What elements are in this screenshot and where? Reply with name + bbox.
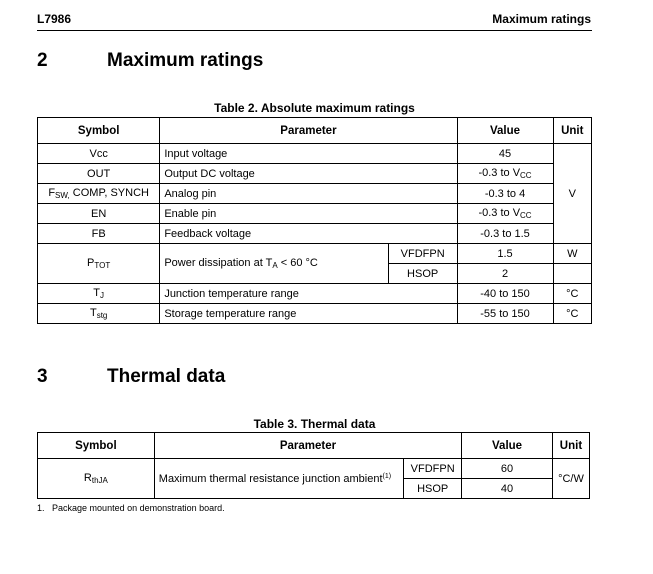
package-cell: VFDFPN bbox=[388, 244, 457, 264]
value-cell: -55 to 150 bbox=[457, 304, 553, 324]
parameter-cell: Storage temperature range bbox=[160, 304, 457, 324]
footnote-ref: (1) bbox=[382, 472, 392, 480]
table-row bbox=[38, 284, 592, 304]
symbol-cell: EN bbox=[38, 204, 160, 224]
parameter-cell: Enable pin bbox=[160, 204, 457, 224]
table-row bbox=[38, 459, 590, 479]
package-cell: HSOP bbox=[388, 264, 457, 284]
value-cell: 45 bbox=[457, 144, 553, 164]
section-2-number: 2 bbox=[37, 50, 48, 71]
table-header-row bbox=[38, 118, 592, 144]
value-cell: -40 to 150 bbox=[457, 284, 553, 304]
header-value: Value bbox=[457, 118, 553, 144]
header-unit: Unit bbox=[552, 433, 589, 459]
symbol-cell: OUT bbox=[38, 164, 160, 184]
table-row bbox=[38, 224, 592, 244]
value-cell: -0.3 to 1.5 bbox=[457, 224, 553, 244]
footnote-number: 1. bbox=[37, 503, 45, 513]
thermal-data-table bbox=[37, 432, 590, 499]
value-cell: -0.3 to $V_{CC}$ bbox=[457, 164, 553, 184]
table-row bbox=[38, 184, 592, 204]
table-header-row bbox=[38, 433, 590, 459]
package-cell: VFDFPN bbox=[404, 459, 462, 479]
table-2-caption: Table 2. Absolute maximum ratings bbox=[214, 101, 415, 115]
absolute-max-ratings-table bbox=[37, 117, 592, 324]
package-cell: HSOP bbox=[404, 479, 462, 499]
table-3-caption: Table 3. Thermal data bbox=[253, 417, 376, 431]
header-parameter: Parameter bbox=[154, 433, 461, 459]
parameter-cell: Input voltage bbox=[160, 144, 457, 164]
parameter-cell: Maximum thermal resistance junction ambient$^{(1)}$ bbox=[154, 459, 403, 499]
symbol-cell: Vcc bbox=[38, 144, 160, 164]
footnote-text: Package mounted on demonstration board. bbox=[52, 503, 225, 513]
section-3-number: 3 bbox=[37, 366, 48, 387]
value-cell: -0.3 to 4 bbox=[457, 184, 553, 204]
table-row bbox=[38, 244, 592, 264]
parameter-cell: Output DC voltage bbox=[160, 164, 457, 184]
value-cell: 2 bbox=[457, 264, 553, 284]
unit-cell: °C bbox=[553, 284, 591, 304]
unit-cell: W bbox=[553, 244, 591, 264]
header-parameter: Parameter bbox=[160, 118, 457, 144]
unit-cell bbox=[553, 264, 591, 284]
header-symbol: Symbol bbox=[38, 433, 155, 459]
value-cell: 40 bbox=[462, 479, 553, 499]
section-2-title: Maximum ratings bbox=[107, 50, 264, 71]
symbol-cell: FB bbox=[38, 224, 160, 244]
header-symbol: Symbol bbox=[38, 118, 160, 144]
footnote bbox=[37, 503, 225, 513]
symbol-cell: $P_{TOT}$ bbox=[38, 244, 160, 284]
unit-cell: V bbox=[553, 144, 591, 244]
value-cell: 1.5 bbox=[457, 244, 553, 264]
value-cell: -0.3 to $V_{CC}$ bbox=[457, 204, 553, 224]
header-unit: Unit bbox=[553, 118, 591, 144]
symbol-cell: $F_{SW,}$ COMP, SYNCH bbox=[38, 184, 160, 204]
parameter-cell: Junction temperature range bbox=[160, 284, 457, 304]
parameter-cell: Feedback voltage bbox=[160, 224, 457, 244]
unit-cell: °C bbox=[553, 304, 591, 324]
symbol-cell: $T_{stg}$ bbox=[38, 304, 160, 324]
running-header-title: Maximum ratings bbox=[492, 12, 591, 26]
table-row bbox=[38, 304, 592, 324]
document-id: L7986 bbox=[37, 12, 72, 26]
parameter-cell: Analog pin bbox=[160, 184, 457, 204]
table-row bbox=[38, 204, 592, 224]
value-cell: 60 bbox=[462, 459, 553, 479]
header-value: Value bbox=[462, 433, 553, 459]
header-rule bbox=[37, 30, 592, 31]
unit-cell: °C/W bbox=[552, 459, 589, 499]
table-row bbox=[38, 164, 592, 184]
section-3-title: Thermal data bbox=[107, 366, 226, 387]
symbol-cell: $T_J$ bbox=[38, 284, 160, 304]
parameter-cell: Power dissipation at $T_A < 60$ °C bbox=[160, 244, 388, 284]
table-row bbox=[38, 144, 592, 164]
symbol-cell: $R_{thJA}$ bbox=[38, 459, 155, 499]
